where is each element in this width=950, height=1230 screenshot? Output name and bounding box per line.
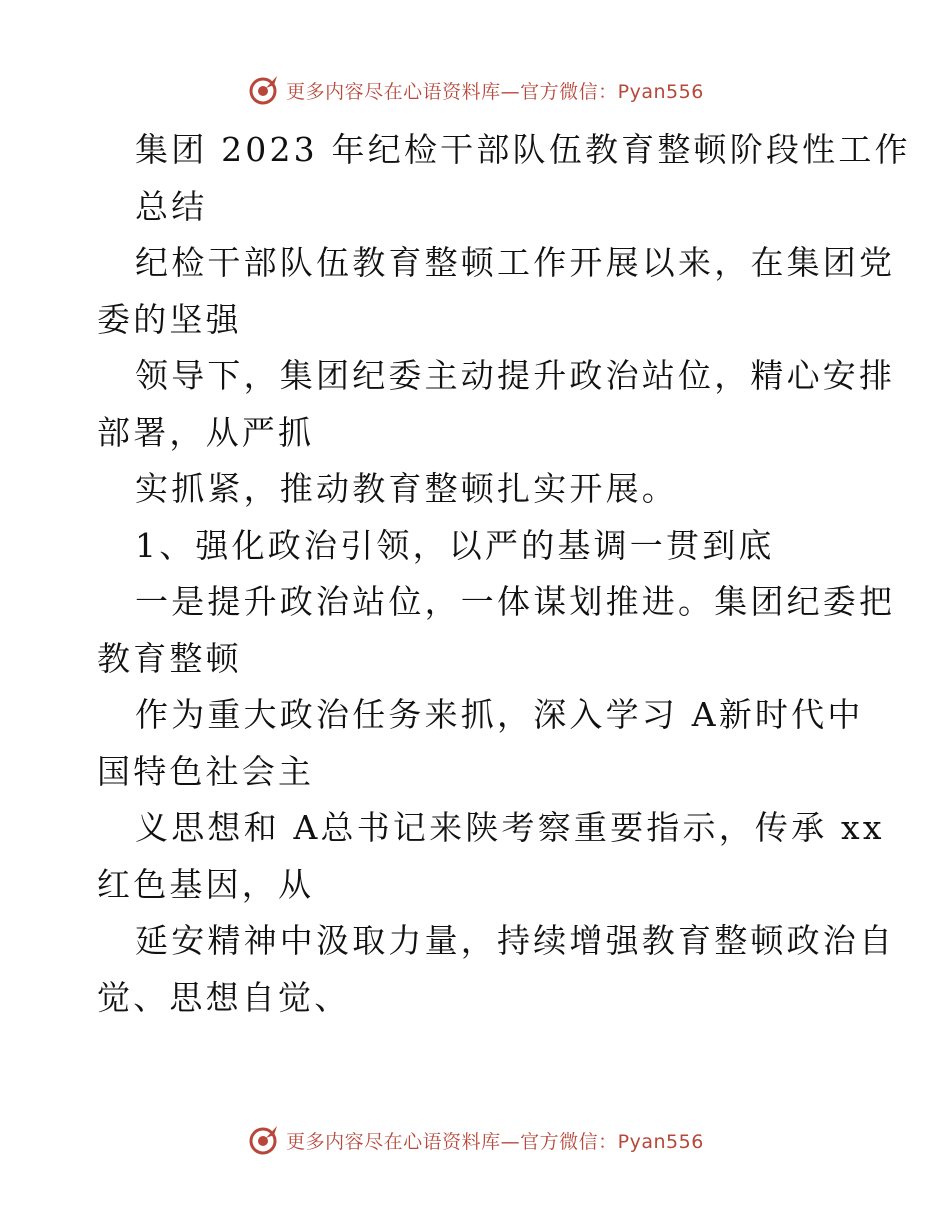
text-line: 实抓紧，推动教育整顿扎实开展。 [135,469,678,508]
header-banner [0,70,950,110]
text-line: 1、强化政治引领，以严的基调一贯到底 [135,525,775,565]
text-line: 领导下，集团纪委主动提升政治站位，精心安排 [135,356,896,395]
text-line: 纪检干部队伍教育整顿工作开展以来，在集团党 [135,243,896,282]
document-body [97,122,911,1026]
text-line: 部署，从严抓 [97,412,315,452]
quill-seal-icon [246,73,280,107]
footer-banner [0,1120,950,1160]
banner-text: 更多内容尽在心语资料库—官方微信：Pyan556 [286,1130,704,1153]
text-line: 教育整顿 [97,638,242,678]
text-line: 集团 2023 年纪检干部队伍教育整顿阶段性工作 [135,130,911,169]
text-line: 一是提升政治站位，一体谋划推进。集团纪委把 [135,582,896,621]
text-line: 国特色社会主 [97,751,315,791]
banner-text: 更多内容尽在心语资料库—官方微信：Pyan556 [286,80,704,103]
text-line: 作为重大政治任务来抓，深入学习 A新时代中 [135,695,864,734]
text-line: 委的坚强 [97,299,242,339]
quill-seal-icon [246,1123,280,1157]
wechat-id: Pyan556 [617,80,704,103]
text-line: 红色基因，从 [97,864,315,904]
text-line: 延安精神中汲取力量，持续增强教育整顿政治自 [135,921,896,960]
text-line: 义思想和 A总书记来陕考察重要指示，传承 xx [135,808,885,847]
wechat-id: Pyan556 [617,1130,704,1153]
text-line: 觉、思想自觉、 [97,977,351,1017]
text-line: 总结 [135,186,208,226]
